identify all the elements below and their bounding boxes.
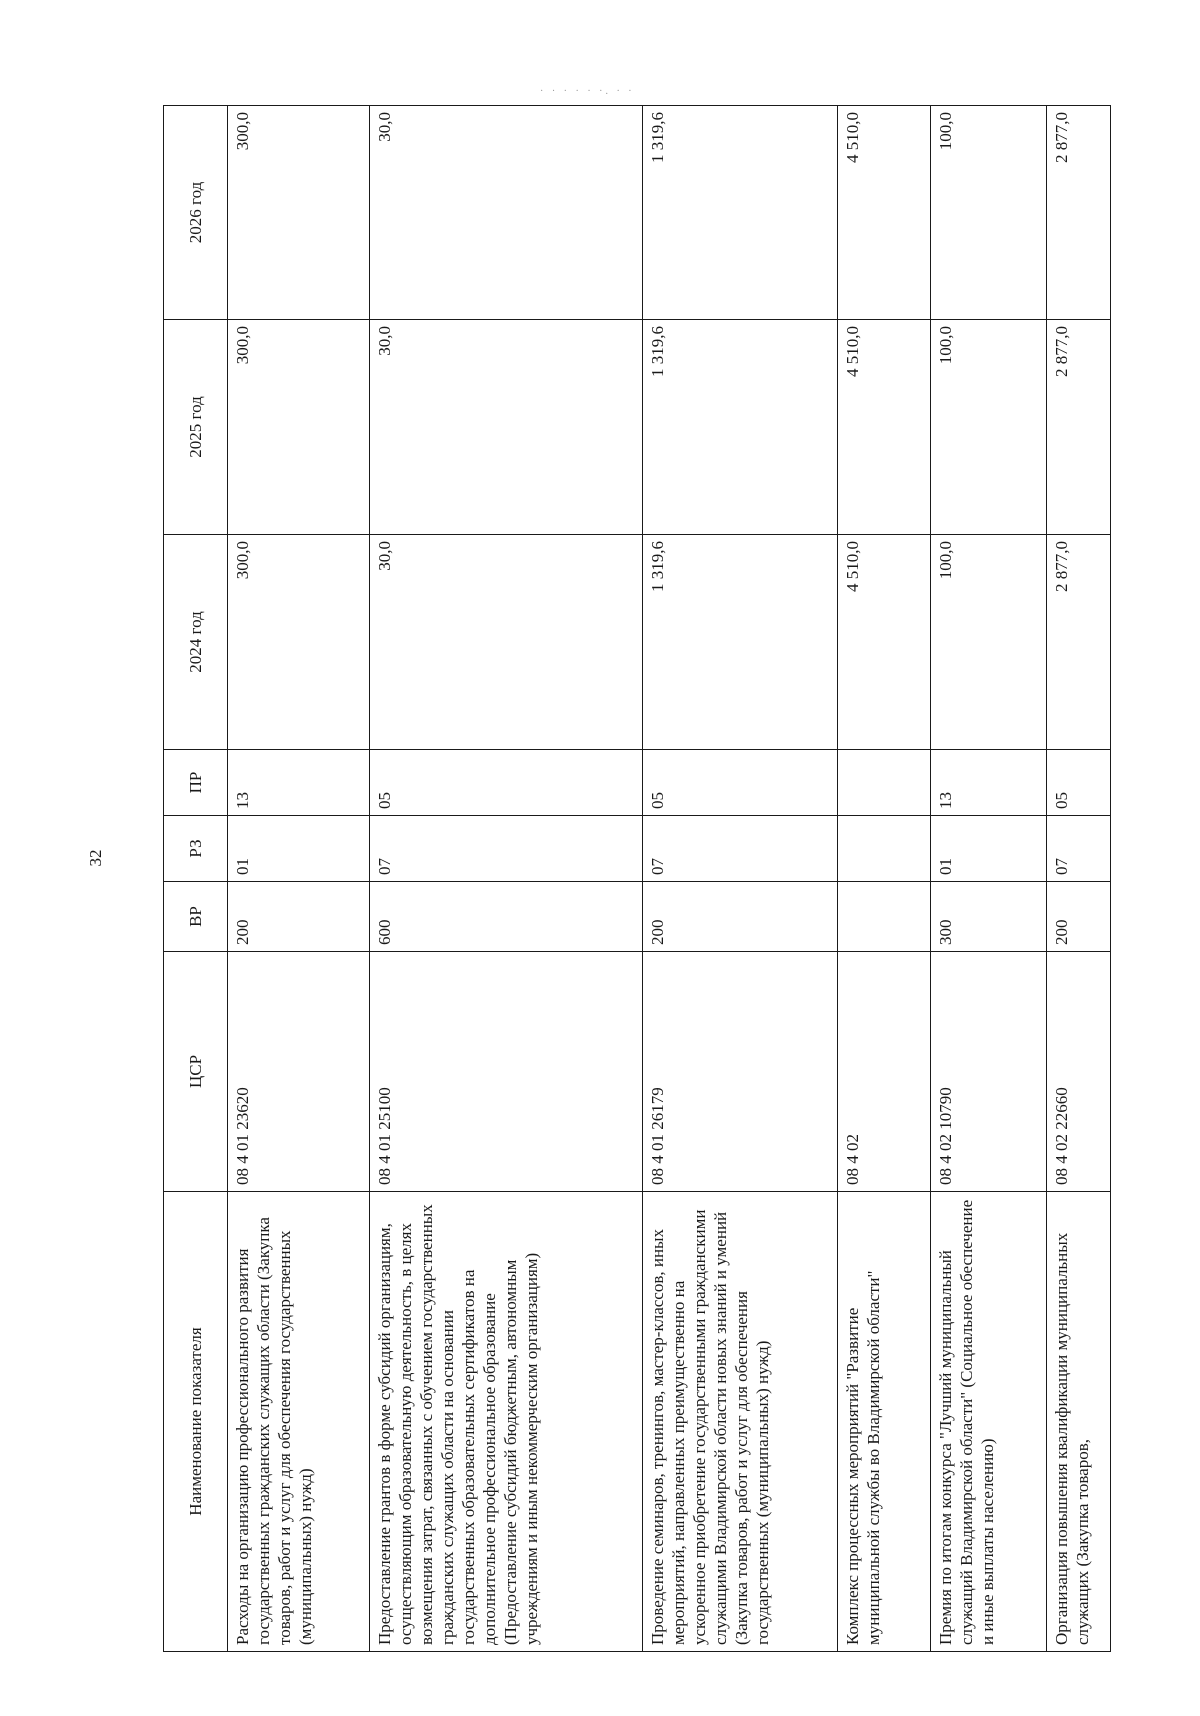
cell-name: Проведение семинаров, тренингов, мастер-классов, иных мероприятий, направленных преимущественно на ускоренное приобретение государственными гражданскими служащими Владимирской области новых знаний и умений (Закупка товаров, работ и услуг для обеспечения государственных (муниципальных) нужд) [642,1192,838,1652]
cell-2026: 4 510,0 [838,106,930,320]
cell-2026: 100,0 [930,106,1046,320]
table-row [838,106,930,1652]
cell-name: Премия по итогам конкурса "Лучший муниципальный служащий Владимирской области" (Социальное обеспечение и иные выплаты населению) [930,1192,1046,1652]
table-row [642,106,838,1652]
header-2026: 2026 год [164,106,228,320]
cell-vr: 300 [930,882,1046,952]
header-rz: РЗ [164,816,228,882]
table-row [930,106,1046,1652]
cell-rz [838,816,930,882]
cell-2025: 1 319,6 [642,320,838,535]
cell-csr: 08 4 01 23620 [228,952,370,1192]
scan-specks: · · · · · ·. · · [540,86,635,97]
cell-2025: 300,0 [228,320,370,535]
cell-vr: 200 [1046,882,1111,952]
cell-csr: 08 4 02 [838,952,930,1192]
cell-2025: 30,0 [369,320,642,535]
header-2024: 2024 год [164,535,228,750]
table-header-row [164,106,228,1652]
cell-pr: 05 [1046,750,1111,816]
table-row [1046,106,1111,1652]
cell-rz: 07 [369,816,642,882]
cell-name: Комплекс процессных мероприятий "Развитие муниципальной службы во Владимирской области" [838,1192,930,1652]
header-vr: ВР [164,882,228,952]
cell-2025: 100,0 [930,320,1046,535]
cell-csr: 08 4 01 26179 [642,952,838,1192]
cell-name: Расходы на организацию профессионального развития государственных гражданских служащих области (Закупка товаров, работ и услуг для обеспечения государственных (муниципальных) нужд) [228,1192,370,1652]
page-number: 32 [86,849,105,867]
budget-table [163,105,1111,1652]
cell-csr: 08 4 02 22660 [1046,952,1111,1192]
cell-pr: 05 [369,750,642,816]
cell-vr: 200 [228,882,370,952]
rotated-table-wrapper [163,106,1111,1652]
cell-name: Организация повышения квалификации муниципальных служащих (Закупка товаров, [1046,1192,1111,1652]
cell-pr [838,750,930,816]
cell-vr: 200 [642,882,838,952]
header-pr: ПР [164,750,228,816]
cell-pr: 13 [930,750,1046,816]
cell-pr: 13 [228,750,370,816]
cell-2024: 2 877,0 [1046,535,1111,750]
cell-2026: 30,0 [369,106,642,320]
cell-2024: 1 319,6 [642,535,838,750]
cell-rz: 01 [930,816,1046,882]
cell-pr: 05 [642,750,838,816]
cell-csr: 08 4 01 25100 [369,952,642,1192]
cell-vr: 600 [369,882,642,952]
cell-csr: 08 4 02 10790 [930,952,1046,1192]
cell-2025: 2 877,0 [1046,320,1111,535]
cell-2026: 1 319,6 [642,106,838,320]
header-2025: 2025 год [164,320,228,535]
header-csr: ЦСР [164,952,228,1192]
cell-2024: 100,0 [930,535,1046,750]
cell-2024: 300,0 [228,535,370,750]
cell-2026: 300,0 [228,106,370,320]
header-name: Наименование показателя [164,1192,228,1652]
cell-rz: 07 [642,816,838,882]
cell-2024: 30,0 [369,535,642,750]
cell-name: Предоставление грантов в форме субсидий организациям, осуществляющим образовательную деятельность, в целях возмещения затрат, связанных с обучением государственных гражданских служащих области на основании государственных образовательных сертификатов на дополнительное профессиональное образование (Предоставление субсидий бюджетным, автономным учреждениям и иным некоммерческим организациям) [369,1192,642,1652]
cell-rz: 01 [228,816,370,882]
cell-2025: 4 510,0 [838,320,930,535]
cell-2026: 2 877,0 [1046,106,1111,320]
cell-rz: 07 [1046,816,1111,882]
table-row [228,106,370,1652]
cell-vr [838,882,930,952]
cell-2024: 4 510,0 [838,535,930,750]
table-row [369,106,642,1652]
